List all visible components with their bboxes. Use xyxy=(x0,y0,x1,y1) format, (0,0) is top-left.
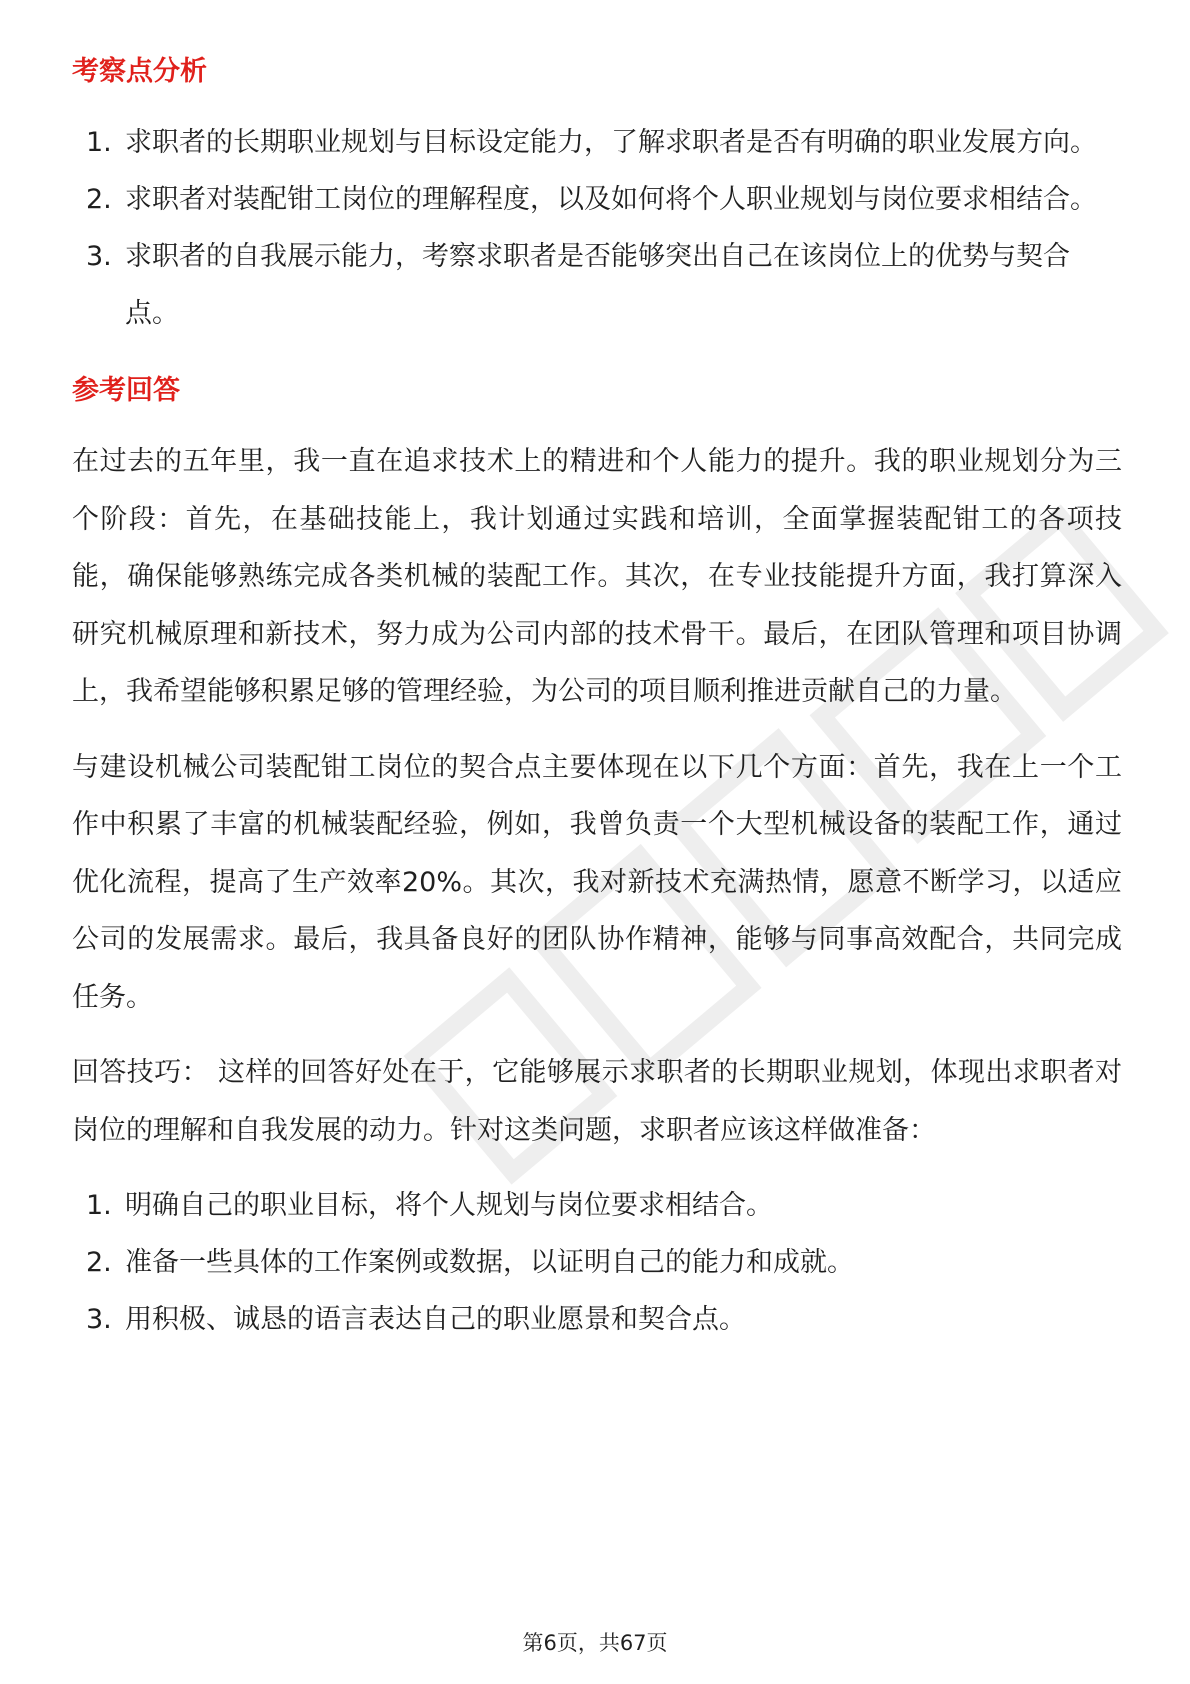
list-item xyxy=(72,1291,1122,1348)
page-footer: 第6页，共67页 xyxy=(522,1631,668,1655)
list-item-text: 求职者的长期职业规划与目标设定能力，了解求职者是否有明确的职业发展方向。 xyxy=(125,127,1097,158)
list-item-text: 明确自己的职业目标，将个人规划与岗位要求相结合。 xyxy=(125,1190,773,1221)
answer-paragraph: 与建设机械公司装配钳工岗位的契合点主要体现在以下几个方面：首先，我在上一个工作中积累了丰富的机械装配经验，例如，我曾负责一个大型机械设备的装配工作，通过优化流程，提高了生产效率20%。其次，我对新技术充满热情，愿意不断学习，以适应公司的发展需求。最后，我具备良好的团队协作精神，能够与同事高效配合，共同完成任务。 xyxy=(72,751,1122,1013)
list-item-text: 准备一些具体的工作案例或数据，以证明自己的能力和成就。 xyxy=(125,1247,854,1278)
list-item-text: 求职者对装配钳工岗位的理解程度，以及如何将个人职业规划与岗位要求相结合。 xyxy=(125,184,1097,215)
list-number: 1. xyxy=(86,127,112,158)
list-item xyxy=(72,171,1122,228)
tips-paragraph: 回答技巧： 这样的回答好处在于，它能够展示求职者的长期职业规划，体现出求职者对岗位的理解和自我发展的动力。针对这类问题，求职者应该这样做准备： xyxy=(72,1057,1122,1146)
section-heading-analysis: 考察点分析 xyxy=(72,56,207,87)
content xyxy=(72,48,1122,1348)
list-item xyxy=(72,1177,1122,1234)
section-heading-answer: 参考回答 xyxy=(72,375,180,406)
list-item-text: 求职者的自我展示能力，考察求职者是否能够突出自己在该岗位上的优势与契合点。 xyxy=(125,241,1070,329)
list-item xyxy=(72,1234,1122,1291)
list-number: 3. xyxy=(86,241,112,272)
list-number: 2. xyxy=(86,184,112,215)
analysis-list xyxy=(72,114,1122,342)
list-item xyxy=(72,114,1122,171)
list-item-text: 用积极、诚恳的语言表达自己的职业愿景和契合点。 xyxy=(125,1304,746,1335)
list-item xyxy=(72,228,1122,342)
list-number: 2. xyxy=(86,1247,112,1278)
list-number: 3. xyxy=(86,1304,112,1335)
tips-list xyxy=(72,1177,1122,1348)
answer-paragraph: 在过去的五年里，我一直在追求技术上的精进和个人能力的提升。我的职业规划分为三个阶段：首先，在基础技能上，我计划通过实践和培训，全面掌握装配钳工的各项技能，确保能够熟练完成各类机械的装配工作。其次，在专业技能提升方面，我打算深入研究机械原理和新技术，努力成为公司内部的技术骨干。最后，在团队管理和项目协调上，我希望能够积累足够的管理经验，为公司的项目顺利推进贡献自己的力量。 xyxy=(72,446,1122,707)
list-number: 1. xyxy=(86,1190,112,1221)
